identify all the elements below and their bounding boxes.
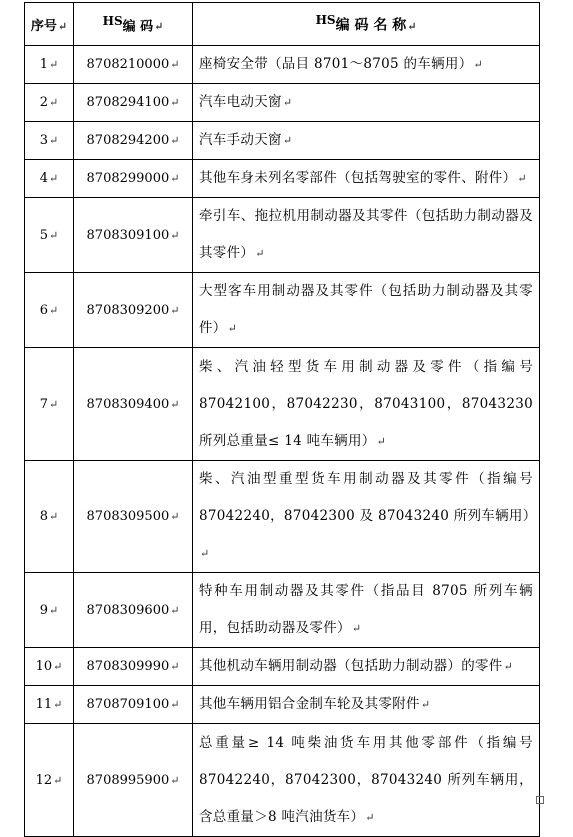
row-seq-cell bbox=[25, 724, 74, 837]
cell-end-mark: ↵ bbox=[57, 19, 68, 33]
row-hs-code-cell bbox=[74, 273, 193, 348]
table-row bbox=[25, 84, 540, 122]
row-hs-code-cell bbox=[74, 724, 193, 837]
row-hs-code-cell bbox=[74, 46, 193, 84]
row-seq: 1 bbox=[39, 57, 49, 72]
table-header-row bbox=[25, 3, 540, 46]
row-seq: 7 bbox=[39, 396, 49, 412]
row-seq-cell bbox=[25, 686, 74, 724]
row-hs-name-cell bbox=[193, 273, 540, 348]
row-hs-code: 8708309500 bbox=[86, 509, 170, 524]
cell-end-mark: ↵ bbox=[407, 19, 417, 33]
page-corner-mark bbox=[536, 796, 544, 804]
cell-end-mark: ↵ bbox=[49, 228, 59, 242]
cell-end-mark: ↵ bbox=[170, 172, 180, 185]
row-hs-code: 8708294100 bbox=[86, 95, 170, 110]
hs-code-table bbox=[24, 2, 540, 837]
row-seq: 8 bbox=[39, 509, 49, 524]
table-row bbox=[25, 198, 540, 273]
row-hs-name: 汽车电动天窗 bbox=[199, 94, 282, 110]
row-seq-cell bbox=[25, 461, 74, 573]
row-hs-code-cell bbox=[74, 122, 193, 160]
row-hs-code: 8708709100 bbox=[86, 697, 170, 712]
cell-end-mark: ↵ bbox=[255, 247, 265, 260]
row-hs-name-cell bbox=[193, 348, 540, 461]
cell-end-mark: ↵ bbox=[53, 660, 63, 673]
row-hs-code: 8708309400 bbox=[86, 396, 170, 412]
row-hs-name-cell bbox=[193, 160, 540, 198]
cell-end-mark: ↵ bbox=[170, 228, 180, 242]
row-hs-code: 8708210000 bbox=[86, 57, 170, 72]
row-hs-code: 8708299000 bbox=[86, 171, 170, 186]
cell-end-mark: ↵ bbox=[154, 20, 164, 34]
table-row bbox=[25, 648, 540, 686]
row-hs-name-cell bbox=[193, 461, 540, 573]
cell-end-mark: ↵ bbox=[227, 322, 238, 335]
row-hs-name-cell bbox=[193, 84, 540, 122]
row-hs-code: 8708309990 bbox=[86, 659, 170, 674]
row-hs-code-cell bbox=[74, 84, 193, 122]
row-seq: 11 bbox=[35, 697, 53, 712]
cell-end-mark: ↵ bbox=[49, 134, 59, 147]
row-seq-cell bbox=[25, 46, 74, 84]
row-hs-name: 特种车用制动器及其零件（指品目 8705 所列车辆用，包括助动器及零件） bbox=[199, 583, 533, 636]
row-hs-name: 大型客车用制动器及其零件（包括助力制动器及其零件） bbox=[199, 283, 533, 336]
cell-end-mark: ↵ bbox=[170, 397, 180, 411]
row-seq: 2 bbox=[39, 95, 49, 110]
cell-end-mark: ↵ bbox=[170, 134, 180, 147]
cell-end-mark: ↵ bbox=[420, 698, 431, 711]
cell-end-mark: ↵ bbox=[376, 434, 387, 448]
header-name: HS编 码 名 称↵ bbox=[193, 3, 540, 46]
cell-end-mark: ↵ bbox=[49, 58, 59, 71]
row-hs-code-cell bbox=[74, 573, 193, 648]
row-hs-code-cell bbox=[74, 348, 193, 461]
row-hs-code-cell bbox=[74, 686, 193, 724]
row-seq-cell bbox=[25, 273, 74, 348]
table-row bbox=[25, 461, 540, 573]
row-hs-name: 其他车辆用铝合金制车轮及其零附件 bbox=[199, 696, 420, 712]
row-hs-name-cell bbox=[193, 46, 540, 84]
row-seq: 5 bbox=[39, 227, 49, 243]
row-hs-code: 8708309600 bbox=[86, 602, 170, 618]
cell-end-mark: ↵ bbox=[282, 134, 293, 147]
row-seq-cell bbox=[25, 648, 74, 686]
table-row bbox=[25, 46, 540, 84]
row-hs-code: 8708294200 bbox=[86, 133, 170, 148]
row-hs-code: 8708309100 bbox=[86, 227, 170, 243]
row-seq: 10 bbox=[35, 659, 53, 674]
row-hs-code-cell bbox=[74, 461, 193, 573]
row-hs-name: 柴、汽油型重型货车用制动器及其零件（指编号 87042240，87042300 及 87043240 所列车辆用） bbox=[199, 471, 537, 524]
row-hs-code: 8708995900 bbox=[86, 772, 170, 788]
row-hs-name-cell bbox=[193, 122, 540, 160]
row-seq: 9 bbox=[39, 602, 49, 618]
row-hs-code-cell bbox=[74, 648, 193, 686]
table-row bbox=[25, 122, 540, 160]
row-hs-name: 座椅安全带（品目 8701～8705 的车辆用） bbox=[199, 56, 473, 72]
cell-end-mark: ↵ bbox=[503, 660, 514, 673]
row-hs-code-cell bbox=[74, 198, 193, 273]
row-hs-code: 8708309200 bbox=[86, 302, 170, 318]
cell-end-mark: ↵ bbox=[49, 96, 59, 109]
cell-end-mark: ↵ bbox=[365, 810, 375, 824]
row-seq: 6 bbox=[39, 302, 49, 318]
row-seq: 3 bbox=[39, 133, 49, 148]
cell-end-mark: ↵ bbox=[170, 603, 180, 617]
row-hs-name: 牵引车、拖拉机用制动器及其零件（包括助力制动器及其零件） bbox=[199, 208, 533, 261]
cell-end-mark: ↵ bbox=[49, 510, 59, 523]
cell-end-mark: ↵ bbox=[53, 698, 63, 711]
row-hs-name: 其他机动车辆用制动器（包括助力制动器）的零件 bbox=[199, 658, 503, 674]
row-hs-name: 其他车身未列名零部件（包括驾驶室的零件、附件） bbox=[199, 170, 517, 186]
cell-end-mark: ↵ bbox=[517, 172, 527, 185]
document-page bbox=[24, 2, 540, 837]
header-seq: 序号↵ bbox=[25, 3, 74, 46]
row-hs-name: 汽车手动天窗 bbox=[199, 132, 282, 148]
cell-end-mark: ↵ bbox=[170, 58, 180, 71]
cell-end-mark: ↵ bbox=[49, 172, 59, 185]
table-row bbox=[25, 724, 540, 837]
cell-end-mark: ↵ bbox=[170, 510, 180, 523]
row-seq-cell bbox=[25, 198, 74, 273]
cell-end-mark: ↵ bbox=[53, 773, 63, 787]
cell-end-mark: ↵ bbox=[170, 773, 180, 787]
cell-end-mark: ↵ bbox=[200, 547, 210, 560]
row-hs-code-cell bbox=[74, 160, 193, 198]
row-seq-cell bbox=[25, 122, 74, 160]
cell-end-mark: ↵ bbox=[351, 622, 362, 635]
cell-end-mark: ↵ bbox=[170, 96, 180, 109]
table-row bbox=[25, 348, 540, 461]
row-hs-name: 总重量≥ 14 吨柴油货车用其他零部件（指编号 87042240，87042300，87043240 所列车辆用，含总重量＞8 吨汽油货车） bbox=[199, 734, 533, 825]
cell-end-mark: ↵ bbox=[49, 397, 59, 411]
table-row bbox=[25, 573, 540, 648]
row-hs-name: 柴、汽油轻型货车用制动器及零件（指编号 87042100，87042230，87043100，87043230 所列总重量≤ 14 吨车辆用） bbox=[199, 358, 533, 449]
cell-end-mark: ↵ bbox=[170, 303, 180, 317]
row-hs-name-cell bbox=[193, 686, 540, 724]
row-seq-cell bbox=[25, 84, 74, 122]
cell-end-mark: ↵ bbox=[49, 603, 59, 617]
header-code: HS编 码↵ bbox=[74, 3, 193, 46]
row-seq-cell bbox=[25, 573, 74, 648]
row-seq: 4 bbox=[39, 171, 49, 186]
cell-end-mark: ↵ bbox=[473, 58, 484, 71]
row-seq-cell bbox=[25, 160, 74, 198]
cell-end-mark: ↵ bbox=[49, 303, 59, 317]
row-hs-name-cell bbox=[193, 724, 540, 837]
cell-end-mark: ↵ bbox=[170, 660, 180, 673]
row-hs-name-cell bbox=[193, 573, 540, 648]
table-row bbox=[25, 273, 540, 348]
row-seq: 12 bbox=[35, 772, 53, 788]
row-seq-cell bbox=[25, 348, 74, 461]
row-hs-name-cell bbox=[193, 648, 540, 686]
table-row bbox=[25, 686, 540, 724]
table-row bbox=[25, 160, 540, 198]
row-hs-name-cell bbox=[193, 198, 540, 273]
cell-end-mark: ↵ bbox=[170, 698, 180, 711]
cell-end-mark: ↵ bbox=[282, 96, 293, 109]
